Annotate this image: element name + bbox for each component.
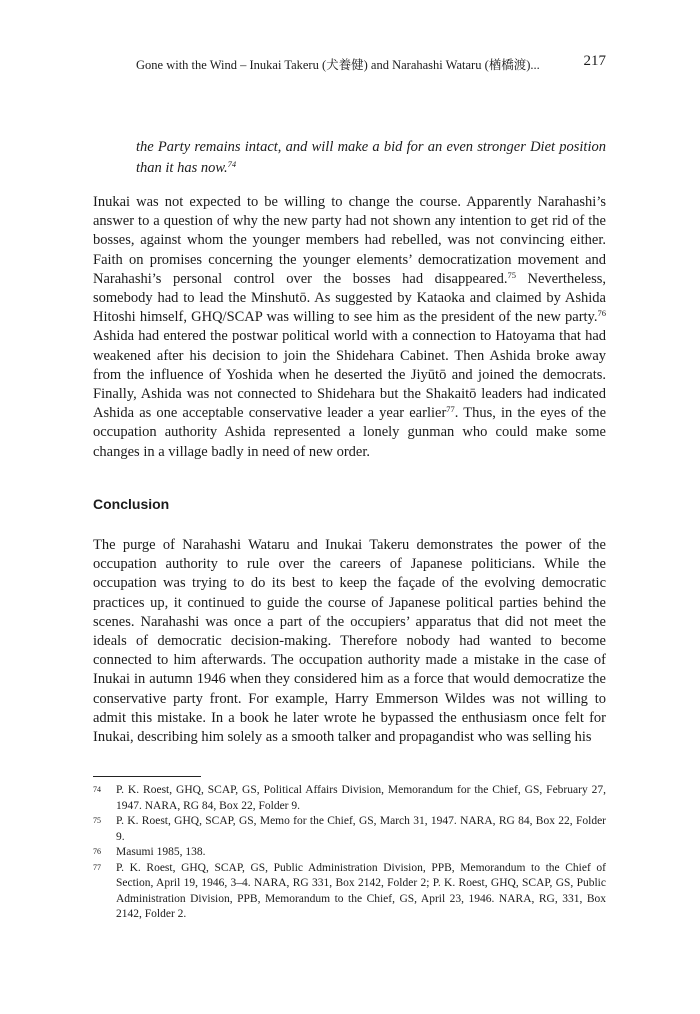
footnote-ref: 75 bbox=[507, 269, 516, 280]
footnote bbox=[93, 845, 606, 861]
paragraph-text: . Thus, in the eyes of the occupation authority Ashida represented a lonely gunman who could make some changes in a village badly in need of new order. bbox=[93, 405, 607, 460]
footnote-ref: 77 bbox=[446, 404, 455, 415]
footnote-ref: 74 bbox=[227, 159, 237, 169]
paragraph-text: Ashida had entered the postwar political world with a connection to Hatoyama that had weakened after his decision to join the Shidehara Cabinet. Then Ashida broke away from the influence of Yoshida when he deserted the Jiyūtō and joined the democrats. Finally, Ashida was not connected to Shidehara but the Shakaitō leaders had indicated Ashida as one acceptable conservative leader a year earlier bbox=[93, 328, 606, 422]
footnote-number: 77 bbox=[93, 862, 101, 872]
footnote-text: Masumi 1985, 138. bbox=[116, 846, 206, 858]
footnote-number: 74 bbox=[93, 785, 101, 794]
footnote bbox=[93, 814, 606, 845]
footnote bbox=[93, 861, 606, 923]
footnote-text: P. K. Roest, GHQ, SCAP, GS, Memo for the Chief, GS, March 31, 1947. NARA, RG 84, Box 22, Folder 9. bbox=[116, 815, 606, 843]
footnote-number: 76 bbox=[93, 847, 101, 856]
page-number: 217 bbox=[583, 53, 606, 69]
footnote-ref: 76 bbox=[597, 308, 606, 319]
running-head-title: Gone with the Wind – Inukai Takeru (犬養健) and Narahashi Wataru (楢橋渡)... bbox=[136, 58, 540, 72]
paragraph-text: Nevertheless, somebody had to lead the Minshutō. As suggested by Kataoka and claimed by Ashida Hitoshi himself, GHQ/SCAP was willing to see him as the president of the new party. bbox=[93, 270, 607, 326]
body-paragraph: The purge of Narahashi Wataru and Inukai Takeru demonstrates the power of the occupation authority to rule over the careers of Japanese politicians. While the occupation was trying to do its best to keep the façade of the evolving democratic practices up, it continued to guide the course of Japanese political parties behind the scenes. Narahashi was once a part of the occupiers’ apparatus that did not meet the ideals of democratic decision-making. Therefore nobody had wanted to become connected to him afterwards. The occupation authority made a mistake in the case of Inukai in autumn 1946 when they considered him as a force that would democratize the conservative party front. For example, Harry Emmerson Wildes was not willing to admit this mistake. In a book he later wrote he bypassed the enthusiasm once felt for Inukai, describing him solely as a smooth talker and propagandist who was selling his bbox=[93, 537, 606, 746]
paragraph-text: Inukai was not expected to be willing to change the course. Apparently Narahashi’s answer to a question of why the new party had not shown any intention to get rid of the bosses, against whom the younger members had rebelled, was not convincing either. Faith on promises concerning the younger elements’ democratization movement and Narahashi’s personal control over the bosses had disappeared. bbox=[93, 194, 606, 287]
running-head bbox=[136, 55, 606, 75]
footnote bbox=[93, 783, 606, 814]
section-heading: Conclusion bbox=[93, 496, 170, 512]
footnote-text: P. K. Roest, GHQ, SCAP, GS, Public Administration Division, PPB, Memorandum to the Chief of Section, April 19, 1946, 3–4. NARA, RG 331, Box 2142, Folder 2; P. K. Roest, GHQ, SCAP, GS, Public Administration Division, PPB, Memorandum to the Chief, GS, April 23, 1946. NARA, RG, 331, Box 2142, Folder 2. bbox=[116, 861, 606, 920]
block-quote bbox=[136, 137, 606, 179]
footnote-number: 75 bbox=[93, 816, 101, 825]
footnote-divider bbox=[93, 776, 201, 777]
footnote-text: P. K. Roest, GHQ, SCAP, GS, Political Affairs Division, Memorandum for the Chief, GS, February 27, 1947. NARA, RG 84, Box 22, Folder 9. bbox=[116, 784, 606, 812]
body-paragraph bbox=[93, 193, 606, 462]
block-quote-text: the Party remains intact, and will make a bid for an even stronger Diet position than it has now. bbox=[136, 139, 606, 176]
footnotes bbox=[93, 783, 606, 923]
